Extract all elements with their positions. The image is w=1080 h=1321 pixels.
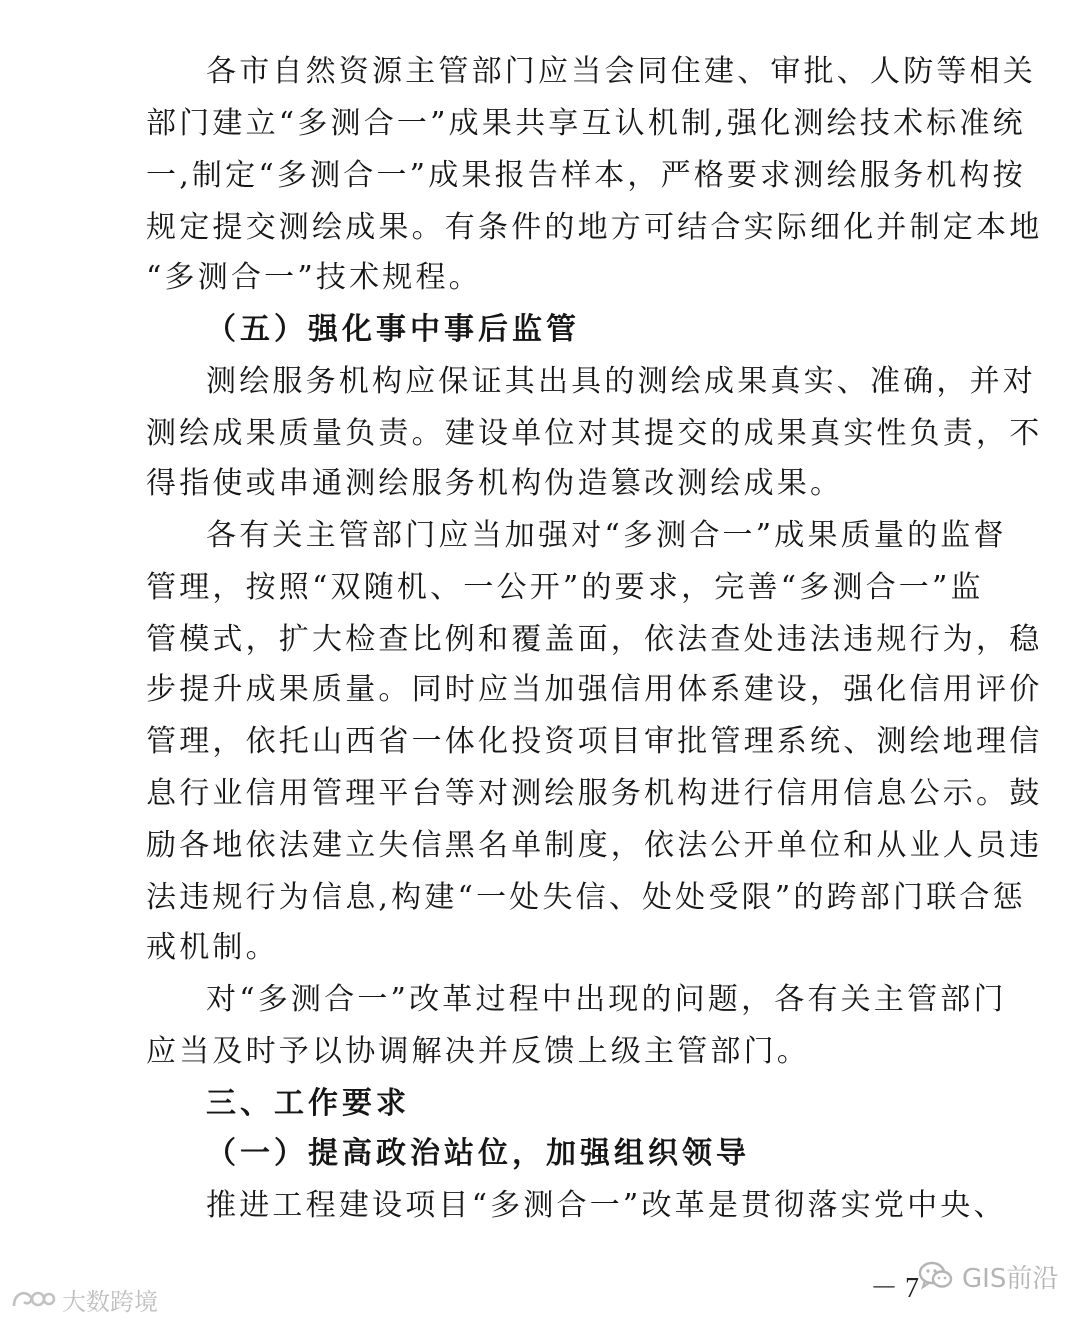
watermark-right-text: GIS前沿 — [962, 1263, 1059, 1294]
paragraph-line: 息行业信用管理平台等对测绘服务机构进行信用信息公示。鼓 — [146, 776, 1043, 811]
paragraph-line: 戒机制。 — [146, 930, 279, 965]
paragraph-line: 部门建立“多测合一”成果共享互认机制,强化测绘技术标准统 — [146, 106, 1026, 141]
paragraph-line: 推进工程建设项目“多测合一”改革是贯彻落实党中央、 — [206, 1188, 1007, 1223]
paragraph-line: 对“多测合一”改革过程中出现的问题，各有关主管部门 — [206, 982, 1007, 1017]
paragraph-line: 一,制定“多测合一”成果报告样本，严格要求测绘服务机构按 — [146, 158, 1026, 193]
watermark-left-text: 大数跨境 — [62, 1287, 158, 1316]
paragraph-line: 管理，依托山西省一体化投资项目审批管理系统、测绘地理信 — [146, 724, 1043, 759]
watermark-right — [918, 1256, 1058, 1296]
paragraph-line: 测绘服务机构应保证其出具的测绘成果真实、准确，并对 — [206, 364, 1036, 399]
paragraph-line: 各有关主管部门应当加强对“多测合一”成果质量的监督 — [206, 518, 1007, 553]
paragraph-line: 测绘成果质量负责。建设单位对其提交的成果真实性负责，不 — [146, 416, 1043, 451]
paragraph-line: 各市自然资源主管部门应当会同住建、审批、人防等相关 — [206, 54, 1036, 89]
paragraph-line: 管模式，扩大检查比例和覆盖面，依法查处违法违规行为，稳 — [146, 622, 1043, 657]
paragraph-line: 励各地依法建立失信黑名单制度，依法公开单位和从业人员违 — [146, 828, 1043, 863]
wechat-icon — [918, 1260, 954, 1292]
paragraph-line: 法违规行为信息,构建“一处失信、处处受限”的跨部门联合惩 — [146, 880, 1026, 915]
paragraph-line: 管理，按照“双随机、一公开”的要求，完善“多测合一”监 — [146, 570, 984, 605]
page-number: － 7 — [870, 1273, 920, 1304]
watermark-left — [10, 1282, 158, 1316]
section-heading-1: （一）提高政治站位，加强组织领导 — [206, 1136, 750, 1171]
paragraph-line: 规定提交测绘成果。有条件的地方可结合实际细化并制定本地 — [146, 210, 1043, 245]
section-heading-5: （五）强化事中事后监管 — [206, 312, 580, 347]
section-heading-3: 三、工作要求 — [206, 1086, 410, 1121]
paragraph-line: 得指使或串通测绘服务机构伪造篡改测绘成果。 — [146, 466, 844, 501]
paragraph-line: “多测合一”技术规程。 — [146, 260, 482, 295]
logo-swirl-icon — [10, 1284, 56, 1314]
paragraph-line: 步提升成果质量。同时应当加强信用体系建设，强化信用评价 — [146, 672, 1043, 707]
paragraph-line: 应当及时予以协调解决并反馈上级主管部门。 — [146, 1034, 810, 1069]
